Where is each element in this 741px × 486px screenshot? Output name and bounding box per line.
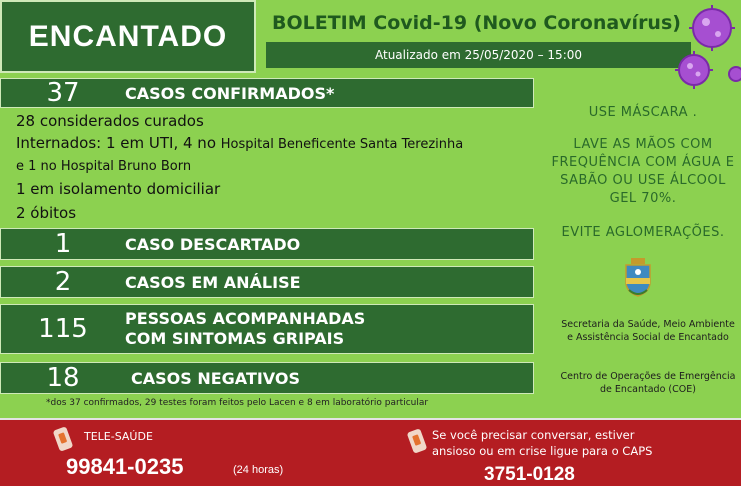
- cured-text: 28 considerados curados: [16, 112, 204, 130]
- discarded-cases-row: [0, 228, 534, 260]
- monitored-people-row: [0, 304, 534, 354]
- confirmed-details: [16, 109, 536, 225]
- negative-count: 18: [46, 363, 80, 393]
- brand-box: [0, 0, 256, 73]
- footnote: *dos 37 confirmados, 29 testes foram feitos pelo Lacen e 8 em laboratório particular: [46, 398, 429, 408]
- hospitalized-prefix: Internados: 1 em UTI, 4 no: [16, 134, 216, 152]
- hospitalized-hospital: Hospital Beneficente Santa Terezinha: [220, 137, 464, 152]
- bulletin-title: BOLETIM Covid-19 (Novo Coronavírus): [272, 12, 681, 34]
- phone-icon: [407, 428, 428, 453]
- discarded-count: 1: [54, 229, 72, 259]
- updated-timestamp: Atualizado em 25/05/2020 – 15:00: [266, 42, 691, 68]
- caps-number[interactable]: 3751-0128: [484, 464, 575, 485]
- contact-bar: [0, 418, 741, 486]
- negative-label: CASOS NEGATIVOS: [131, 368, 301, 388]
- discarded-label: CASO DESCARTADO: [125, 234, 301, 254]
- phone-icon: [53, 426, 74, 451]
- tip-mask: USE MÁSCARA .: [588, 105, 698, 120]
- caps-message: Se você precisar conversar, estiver ansioso ou em crise ligue para o CAPS: [432, 428, 653, 458]
- negative-cases-row: [0, 362, 534, 394]
- municipal-coat-of-arms-icon: [622, 258, 654, 298]
- tip-hand-washing: LAVE AS MÃOS COM FREQUÊNCIA COM ÁGUA E SABÃO OU USE ÁLCOOL GEL 70%.: [551, 137, 735, 206]
- tip-avoid-crowds: EVITE AGLOMERAÇÕES.: [561, 225, 725, 240]
- monitored-label: [125, 309, 365, 349]
- confirmed-label: CASOS CONFIRMADOS*: [125, 83, 335, 103]
- analysis-label: CASOS EM ANÁLISE: [125, 272, 301, 292]
- secretaria-text: Secretaria da Saúde, Meio Ambiente e Assistência Social de Encantado: [561, 319, 735, 343]
- brand-name: ENCANTADO: [28, 19, 228, 53]
- monitored-label-line1: PESSOAS ACOMPANHADAS: [125, 309, 366, 328]
- tele-saude-hours: (24 horas): [233, 464, 284, 476]
- confirmed-cases-row: [0, 78, 534, 108]
- coronavirus-icon: [660, 0, 741, 100]
- confirmed-count: 37: [46, 78, 80, 108]
- coe-text: Centro de Operações de Emergência de Encantado (COE): [560, 371, 736, 395]
- analysis-count: 2: [54, 267, 72, 297]
- hospitalized-line2: e 1 no Hospital Bruno Born: [16, 159, 192, 174]
- deaths-text: 2 óbitos: [16, 204, 77, 222]
- tele-saude-number[interactable]: 99841-0235: [66, 454, 184, 479]
- monitored-count: 115: [38, 314, 88, 344]
- tele-saude-label: TELE-SAÚDE: [84, 430, 153, 443]
- analysis-cases-row: [0, 266, 534, 298]
- hospitalized-text: [16, 133, 536, 177]
- isolation-text: 1 em isolamento domiciliar: [16, 180, 221, 198]
- monitored-label-line2: COM SINTOMAS GRIPAIS: [125, 329, 345, 348]
